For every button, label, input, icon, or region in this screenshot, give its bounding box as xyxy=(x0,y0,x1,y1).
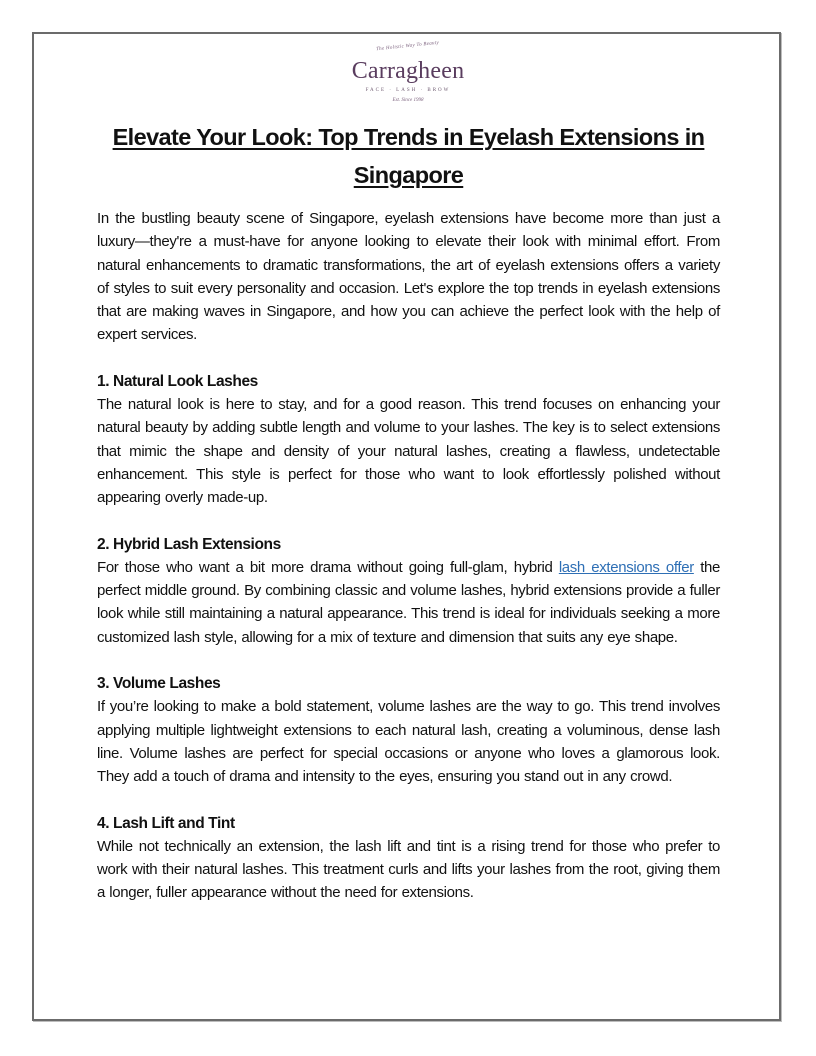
body-text: the perfect middle ground. By combining classic and volume lashes, hybrid extensions provide a fuller look while still maintaining a natural appearance. This trend is ideal for individuals seeking a more customized lash style, allowing for a mix of texture and dimension that suits any eye shape. xyxy=(97,558,720,646)
section-heading: 1. Natural Look Lashes xyxy=(97,372,258,390)
section-body: If you’re looking to make a bold statement, volume lashes are the way to go. This trend involves applying multiple lightweight extensions to each natural lash, creating a voluminous, dense lash line. Volume lashes are perfect for special occasions or anyone who loves a glamorous look. They add a touch of drama and intensity to the eyes, ensuring you stand out in any crowd. xyxy=(97,698,720,786)
section-body xyxy=(97,556,720,649)
section-heading: 2. Hybrid Lash Extensions xyxy=(97,535,281,553)
logo-established: Est. Since 1998 xyxy=(392,98,424,103)
article-title: Elevate Your Look: Top Trends in Eyelash Extensions in Singapore xyxy=(112,124,705,188)
body-text: For those who want a bit more drama without going full-glam, hybrid xyxy=(97,558,559,576)
intro-paragraph: In the bustling beauty scene of Singapore, eyelash extensions have become more than just a luxury—they're a must-have for anyone looking to elevate their look with minimal effort. From natural enhancements to dramatic transformations, the art of eyelash extensions offers a variety of styles to suit every personality and occasion. Let's explore the top trends in eyelash extensions that are making waves in Singapore, and how you can achieve the perfect look with the help of expert services. xyxy=(97,210,720,344)
logo-tagline: The Holistic Way To Beauty xyxy=(376,40,440,53)
section-natural-look-lashes xyxy=(97,370,720,510)
section-hybrid-lash-extensions xyxy=(97,533,720,649)
logo-services: FACE · LASH · BROW xyxy=(365,88,451,93)
article xyxy=(97,118,720,905)
logo-brand-name: Carragheen xyxy=(351,58,465,84)
section-heading: 3. Volume Lashes xyxy=(97,675,221,693)
section-body: The natural look is here to stay, and for a good reason. This trend focuses on enhancing your natural beauty by adding subtle length and volume to your lashes. The key is to select extensions that mimic the shape and density of your natural lashes, creating a flawless, undetectable enhancement. This style is perfect for those who want to look effortlessly polished without appearing overly made-up. xyxy=(97,396,720,507)
section-heading: 4. Lash Lift and Tint xyxy=(97,814,235,832)
section-volume-lashes xyxy=(97,672,720,788)
section-lash-lift-and-tint xyxy=(97,812,720,905)
lash-extensions-link[interactable]: lash extensions offer xyxy=(558,558,694,576)
section-body: While not technically an extension, the lash lift and tint is a rising trend for those who prefer to work with their natural lashes. This treatment curls and lifts your lashes from the root, giving them a longer, fuller appearance without the need for extensions. xyxy=(97,837,720,902)
carragheen-logo xyxy=(340,40,476,110)
